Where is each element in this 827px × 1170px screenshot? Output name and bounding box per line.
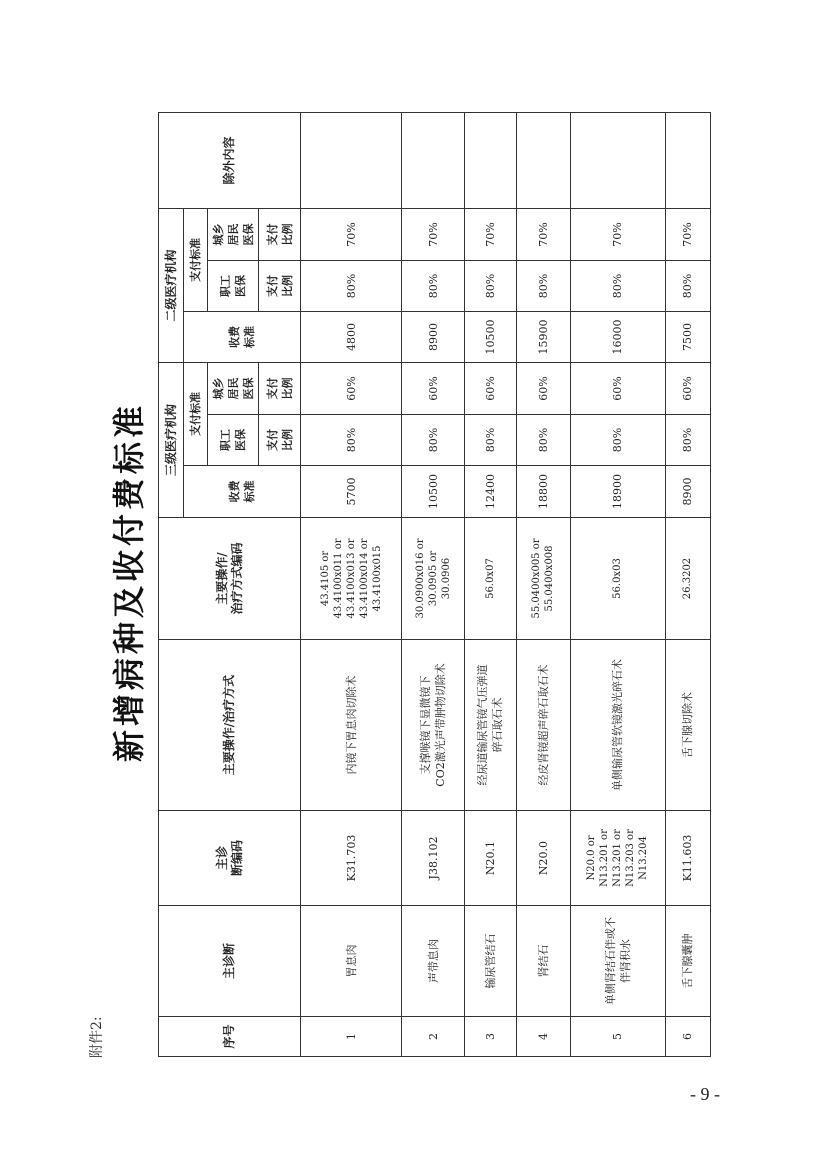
cell-diagnosis-text: 舌下腺囊肿 bbox=[681, 933, 695, 989]
header-secondary-fee bbox=[184, 312, 301, 363]
cell-tertiary-employee-ratio: 80% bbox=[464, 415, 516, 466]
cell-diagnosis bbox=[301, 906, 402, 1017]
cell-exclusions bbox=[464, 113, 516, 209]
header-secondary: 二级医疗机构 bbox=[159, 209, 184, 363]
cell-diagnosis bbox=[464, 906, 516, 1017]
cell-procedure-text: 经皮肾镜超声碎石取石术 bbox=[536, 664, 550, 786]
cell-diagnosis bbox=[570, 906, 665, 1017]
cell-tertiary-resident-ratio: 60% bbox=[570, 363, 665, 415]
cell-tertiary-employee-ratio: 80% bbox=[402, 415, 465, 466]
header-tertiary-payment: 支付标准 bbox=[184, 363, 208, 466]
cell-tertiary-resident-ratio: 60% bbox=[301, 363, 402, 415]
cell-exclusions bbox=[665, 113, 710, 209]
cell-diagnosis-text: 输尿管结石 bbox=[483, 933, 497, 989]
cell-procedure-code bbox=[301, 518, 402, 640]
cell-tertiary-employee-ratio: 80% bbox=[301, 415, 402, 466]
cell-procedure bbox=[464, 640, 516, 811]
header-secondary-employee-ratio-text: 支付 比例 bbox=[265, 275, 294, 297]
cell-diagnosis-code-text: J38.102 bbox=[426, 836, 440, 880]
cell-tertiary-fee: 18800 bbox=[516, 466, 570, 518]
header-secondary-fee-text: 收费 标准 bbox=[228, 326, 256, 348]
attachment-label: 附件2: bbox=[89, 1016, 105, 1058]
header-secondary-employee-ratio bbox=[259, 261, 301, 312]
cell-procedure bbox=[516, 640, 570, 811]
cell-secondary-employee-ratio: 80% bbox=[402, 261, 465, 312]
cell-procedure bbox=[402, 640, 465, 811]
cell-procedure-code-text: 43.4105 or 43.4100x011 or 43.4100x013 or 43.4100x014 or 43.4100x015 bbox=[319, 538, 383, 619]
cell-diagnosis-code bbox=[665, 811, 710, 906]
cell-seq: 1 bbox=[301, 1017, 402, 1057]
header-diagnosis-code bbox=[159, 811, 301, 906]
cell-secondary-resident-ratio: 70% bbox=[301, 209, 402, 261]
cell-secondary-employee-ratio: 80% bbox=[665, 261, 710, 312]
cell-procedure-code bbox=[665, 518, 710, 640]
cell-diagnosis-code bbox=[570, 811, 665, 906]
cell-diagnosis-code bbox=[402, 811, 465, 906]
cell-secondary-resident-ratio: 70% bbox=[570, 209, 665, 261]
cell-diagnosis-code-text: N20.0 or N13.201 or N13.201 or N13.203 or N13.204 bbox=[586, 829, 650, 887]
header-tertiary-resident-ratio-text: 支付 比例 bbox=[265, 377, 294, 400]
header-procedure-code-text: 主要操作/ 治疗方式编码 bbox=[214, 542, 244, 615]
cell-secondary-employee-ratio: 80% bbox=[464, 261, 516, 312]
header-tertiary-employee-ratio-text: 支付 比例 bbox=[265, 429, 294, 451]
cell-diagnosis-text: 声带息肉 bbox=[426, 939, 440, 983]
cell-tertiary-employee-ratio: 80% bbox=[665, 415, 710, 466]
cell-diagnosis-text: 肾结石 bbox=[536, 944, 550, 978]
cell-secondary-employee-ratio: 80% bbox=[570, 261, 665, 312]
cell-diagnosis bbox=[402, 906, 465, 1017]
cell-procedure-text: 经尿道输尿管镜气压弹道 碎石取石术 bbox=[476, 664, 505, 786]
header-secondary-resident-ratio bbox=[259, 209, 301, 261]
cell-diagnosis-code bbox=[516, 811, 570, 906]
header-secondary-resident bbox=[208, 209, 259, 261]
cell-exclusions bbox=[570, 113, 665, 209]
fee-standard-table-container bbox=[158, 113, 711, 1057]
cell-procedure-code-text: 55.0400x005 or 55.0400x008 bbox=[531, 538, 556, 619]
cell-procedure-code bbox=[516, 518, 570, 640]
header-row-1 bbox=[159, 113, 184, 1057]
cell-diagnosis bbox=[516, 906, 570, 1017]
table-row bbox=[464, 113, 516, 1057]
cell-secondary-fee: 10500 bbox=[464, 312, 516, 363]
cell-exclusions bbox=[402, 113, 465, 209]
header-tertiary: 三级医疗机构 bbox=[159, 363, 184, 518]
header-tertiary-resident-ratio bbox=[259, 363, 301, 415]
cell-secondary-resident-ratio: 70% bbox=[464, 209, 516, 261]
cell-procedure-code-text: 56.0x03 bbox=[612, 558, 624, 599]
cell-tertiary-fee: 5700 bbox=[301, 466, 402, 518]
cell-diagnosis-code bbox=[464, 811, 516, 906]
cell-procedure-text: 舌下腺切除术 bbox=[681, 692, 695, 758]
cell-seq: 5 bbox=[570, 1017, 665, 1057]
cell-procedure bbox=[570, 640, 665, 811]
cell-secondary-fee: 4800 bbox=[301, 312, 402, 363]
cell-procedure-code bbox=[570, 518, 665, 640]
cell-exclusions bbox=[516, 113, 570, 209]
table-row bbox=[665, 113, 710, 1057]
cell-diagnosis-code-text: K31.703 bbox=[344, 834, 358, 882]
header-secondary-resident-ratio-text: 支付 比例 bbox=[265, 223, 294, 246]
cell-procedure-text: 支撑喉镜下显微镜下 CO2激光声带肿物切除术 bbox=[419, 663, 448, 787]
cell-seq: 6 bbox=[665, 1017, 710, 1057]
cell-secondary-resident-ratio: 70% bbox=[402, 209, 465, 261]
cell-tertiary-resident-ratio: 60% bbox=[402, 363, 465, 415]
table-row bbox=[301, 113, 402, 1057]
header-seq: 序号 bbox=[159, 1017, 301, 1057]
header-tertiary-resident bbox=[208, 363, 259, 415]
cell-procedure-text: 单侧输尿管软镜激光碎石术 bbox=[611, 659, 625, 791]
cell-secondary-fee: 8900 bbox=[402, 312, 465, 363]
header-secondary-employee-text: 职工 医保 bbox=[219, 275, 247, 297]
cell-secondary-fee: 15900 bbox=[516, 312, 570, 363]
header-diagnosis-code-text: 主诊 断编码 bbox=[214, 840, 244, 877]
cell-procedure bbox=[665, 640, 710, 811]
cell-seq: 4 bbox=[516, 1017, 570, 1057]
page-number: - 9 - bbox=[690, 1084, 720, 1104]
cell-procedure-text: 内镜下胃息肉切除术 bbox=[344, 675, 358, 775]
cell-diagnosis-code-text: N20.1 bbox=[483, 840, 497, 876]
cell-secondary-resident-ratio: 70% bbox=[665, 209, 710, 261]
cell-tertiary-employee-ratio: 80% bbox=[570, 415, 665, 466]
cell-procedure-code-text: 30.0900x016 or 30.0905 or 30.0906 bbox=[414, 538, 452, 619]
cell-diagnosis-code bbox=[301, 811, 402, 906]
cell-tertiary-resident-ratio: 60% bbox=[464, 363, 516, 415]
cell-procedure bbox=[301, 640, 402, 811]
cell-procedure-code-text: 26.3202 bbox=[682, 557, 694, 600]
cell-secondary-employee-ratio: 80% bbox=[301, 261, 402, 312]
cell-seq: 3 bbox=[464, 1017, 516, 1057]
cell-diagnosis-code-text: N20.0 bbox=[536, 840, 550, 876]
cell-tertiary-fee: 18900 bbox=[570, 466, 665, 518]
cell-tertiary-resident-ratio: 60% bbox=[665, 363, 710, 415]
cell-secondary-employee-ratio: 80% bbox=[516, 261, 570, 312]
header-tertiary-fee-text: 收费 标准 bbox=[228, 480, 256, 503]
cell-secondary-resident-ratio: 70% bbox=[516, 209, 570, 261]
cell-tertiary-fee: 12400 bbox=[464, 466, 516, 518]
header-tertiary-employee-ratio bbox=[259, 415, 301, 466]
document-title: 新增病种及收付费标准 bbox=[110, 401, 148, 762]
header-diagnosis: 主诊断 bbox=[159, 906, 301, 1017]
cell-diagnosis-code-text: K11.603 bbox=[681, 834, 695, 882]
cell-seq: 2 bbox=[402, 1017, 465, 1057]
table-row bbox=[570, 113, 665, 1057]
header-tertiary-fee bbox=[184, 466, 301, 518]
cell-procedure-code-text: 56.0x07 bbox=[484, 558, 496, 599]
table-body bbox=[301, 113, 711, 1057]
cell-diagnosis-text: 单侧肾结石伴或不 伴肾积水 bbox=[603, 917, 632, 1005]
cell-procedure-code bbox=[402, 518, 465, 640]
header-exclusions: 除外内容 bbox=[159, 113, 301, 209]
header-secondary-resident-text: 城乡 居民 医保 bbox=[211, 223, 255, 246]
cell-secondary-fee: 7500 bbox=[665, 312, 710, 363]
cell-tertiary-employee-ratio: 80% bbox=[516, 415, 570, 466]
cell-diagnosis bbox=[665, 906, 710, 1017]
header-tertiary-resident-text: 城乡 居民 医保 bbox=[211, 377, 255, 400]
fee-standard-table bbox=[158, 112, 711, 1057]
cell-procedure-code bbox=[464, 518, 516, 640]
header-procedure: 主要操作/治疗方式 bbox=[159, 640, 301, 811]
header-secondary-payment: 支付标准 bbox=[184, 209, 208, 312]
cell-exclusions bbox=[301, 113, 402, 209]
header-tertiary-employee bbox=[208, 415, 259, 466]
cell-tertiary-fee: 8900 bbox=[665, 466, 710, 518]
header-procedure-code bbox=[159, 518, 301, 640]
header-tertiary-employee-text: 职工 医保 bbox=[219, 429, 247, 451]
cell-secondary-fee: 16000 bbox=[570, 312, 665, 363]
cell-tertiary-resident-ratio: 60% bbox=[516, 363, 570, 415]
cell-tertiary-fee: 10500 bbox=[402, 466, 465, 518]
header-secondary-employee bbox=[208, 261, 259, 312]
table-row bbox=[402, 113, 465, 1057]
table-row bbox=[516, 113, 570, 1057]
cell-diagnosis-text: 胃息肉 bbox=[344, 944, 358, 978]
